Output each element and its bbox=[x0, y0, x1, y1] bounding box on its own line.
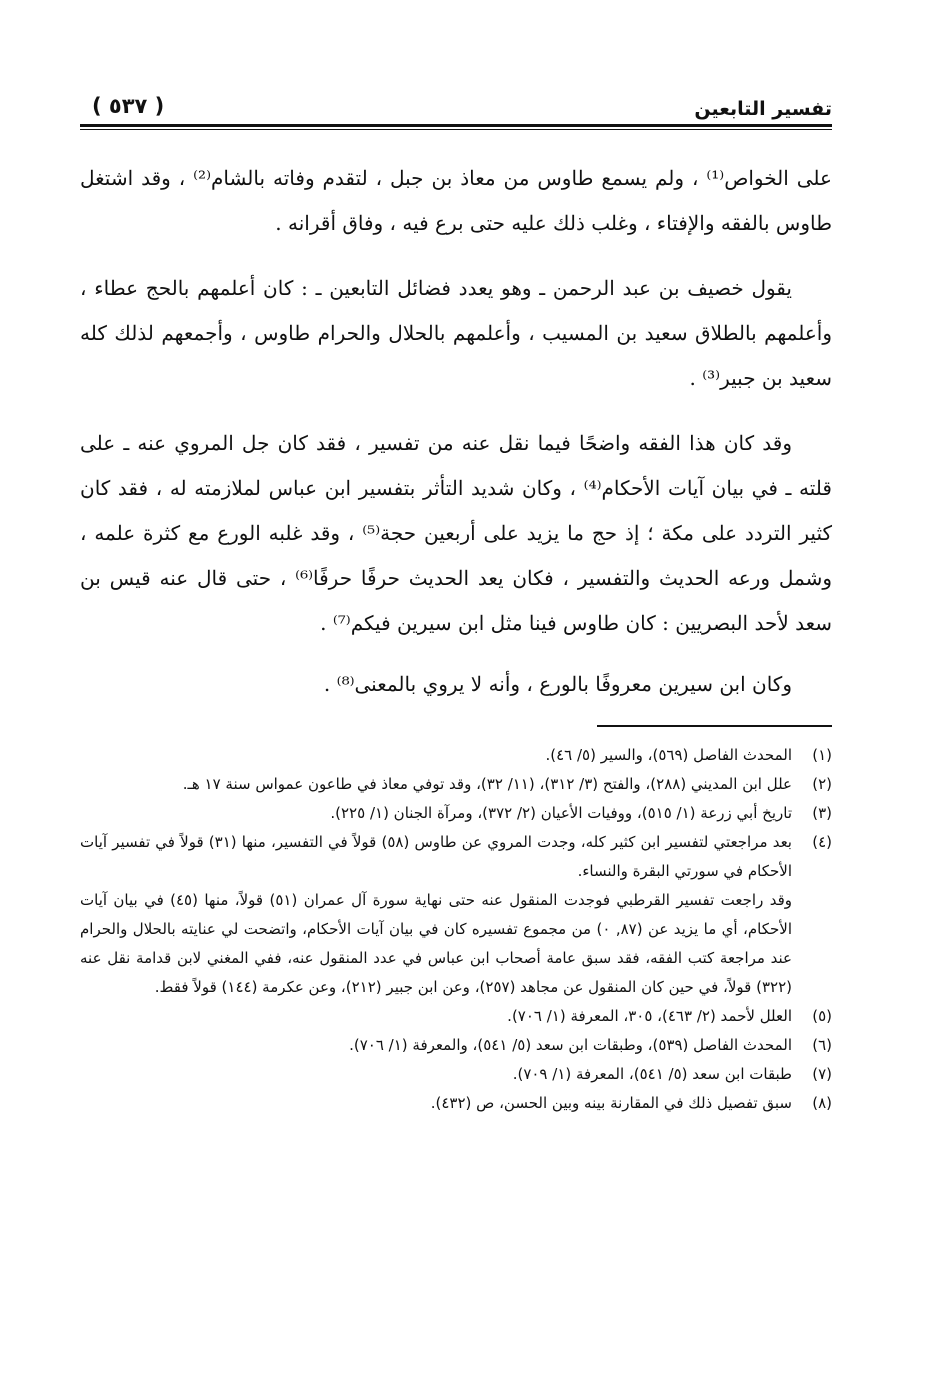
footnote-continuation-text: وقد راجعت تفسير القرطبي فوجدت المنقول عنه حتى نهاية سورة آل عمران (٥١) قولاً، منها (٤٥) في بيان آيات الأحكام، أي ما يزيد عن (٨٧, ٠) من مجموع تفسيره كان في بيان آيات الأحكام، واتضحت لي عنايته بالحلال والحرام عند مراجعة كتب الفقه، فقد سبق عامة أصحاب ابن عباس في عدد المنقول عنه، ففي المغني لابن قدامة نقل عنه (٣٢٢) قولاً، في حين كان المنقول عن مجاهد (٢٥٧)، وعن ابن جبير (٢١٢)، وعن عكرمة (١٤٤) قولاً فقط. bbox=[80, 891, 792, 996]
footnote-number: (٦) bbox=[812, 1036, 832, 1054]
footnote-number: (١) bbox=[812, 746, 832, 764]
footnote-text: المحدث الفاصل (٥٦٩)، والسير (٥/ ٤٦). bbox=[545, 746, 792, 764]
footnote-number: (٣) bbox=[812, 804, 832, 822]
footnote-text: العلل لأحمد (٢/ ٤٦٣)، ٣٠٥، المعرفة (١/ ٧٠٦). bbox=[507, 1007, 792, 1025]
footnote-number: (٥) bbox=[812, 1007, 832, 1025]
paragraph-4: وكان ابن سيرين معروفًا بالورع ، وأنه لا يروي بالمعنى⁽⁸⁾ . bbox=[323, 672, 792, 696]
running-header bbox=[80, 86, 832, 130]
footnote-number: (٨) bbox=[812, 1094, 832, 1112]
footnote-text: بعد مراجعتي لتفسير ابن كثير كله، وجدت المروي عن طاوس (٥٨) قولاً في التفسير، منها (٣١) قولاً في تفسير آيات الأحكام في سورتي البقرة والنساء. bbox=[80, 833, 792, 880]
footnote-separator bbox=[597, 725, 832, 727]
footnote bbox=[80, 770, 832, 799]
footnote-number: (٧) bbox=[812, 1065, 832, 1083]
footnote-text: سبق تفصيل ذلك في المقارنة بينه وبين الحسن، ص (٤٣٢). bbox=[430, 1094, 792, 1112]
footnote bbox=[80, 799, 832, 828]
page-number: ( ٥٣٧ ) bbox=[92, 94, 165, 118]
footnote bbox=[80, 741, 832, 770]
header-rule bbox=[80, 124, 832, 130]
footnote bbox=[80, 1002, 832, 1031]
paragraph-1: على الخواص⁽¹⁾ ، ولم يسمع طاوس من معاذ بن جبل ، لتقدم وفاته بالشام⁽²⁾ ، وقد اشتغل طاوس بالفقه والإفتاء ، وغلب ذلك عليه حتى برع فيه ، وفاق أقرانه . bbox=[80, 166, 832, 235]
footnote-text: تاريخ أبي زرعة (١/ ٥١٥)، ووفيات الأعيان (٢/ ٣٧٢)، ومرآة الجنان (١/ ٢٢٥). bbox=[330, 804, 792, 822]
paragraph-2: يقول خصيف بن عبد الرحمن ـ وهو يعدد فضائل التابعين ـ : كان أعلمهم بالحج عطاء ، وأعلمهم بالطلاق سعيد بن المسيب ، وأعلمهم بالحلال والحرام طاوس ، وأجمعهم لذلك كله سعيد بن جبير⁽³⁾ . bbox=[80, 276, 832, 390]
footnote bbox=[80, 1089, 832, 1118]
footnote-number: (٢) bbox=[812, 775, 832, 793]
book-page bbox=[80, 86, 832, 1118]
paragraph-3: وقد كان هذا الفقه واضحًا فيما نقل عنه من تفسير ، فقد كان جل المروي عنه ـ على قلته ـ في بيان آيات الأحكام⁽⁴⁾ ، وكان شديد التأثر بتفسير ابن عباس لملازمته له ، فقد كان كثير التردد على مكة ؛ إذ حج ما يزيد على أربعين حجة⁽⁵⁾ ، وقد غلبه الورع مع كثرة علمه ، وشمل ورعه الحديث والتفسير ، فكان يعد الحديث حرفًا حرفًا⁽⁶⁾ ، حتى قال عنه قيس بن سعد لأحد البصريين : كان طاوس فينا مثل ابن سيرين فيكم⁽⁷⁾ . bbox=[80, 431, 833, 635]
footnote-number: (٤) bbox=[812, 833, 832, 851]
footnotes bbox=[80, 741, 832, 1118]
footnote bbox=[80, 1060, 832, 1089]
footnote-text: علل ابن المديني (٢٨٨)، والفتح (٣/ ٣١٢)، (١١/ ٣٢)، وقد توفي معاذ في طاعون عمواس سنة ١٧ هـ. bbox=[182, 775, 792, 793]
footnote-continuation bbox=[80, 886, 832, 1002]
footnote bbox=[80, 1031, 832, 1060]
footnote bbox=[80, 828, 832, 886]
footnote-text: طبقات ابن سعد (٥/ ٥٤١)، المعرفة (١/ ٧٠٩). bbox=[512, 1065, 792, 1083]
footnote-text: المحدث الفاصل (٥٣٩)، وطبقات ابن سعد (٥/ ٥٤١)، والمعرفة (١/ ٧٠٦). bbox=[349, 1036, 792, 1054]
running-title: تفسير التابعين bbox=[694, 98, 832, 120]
